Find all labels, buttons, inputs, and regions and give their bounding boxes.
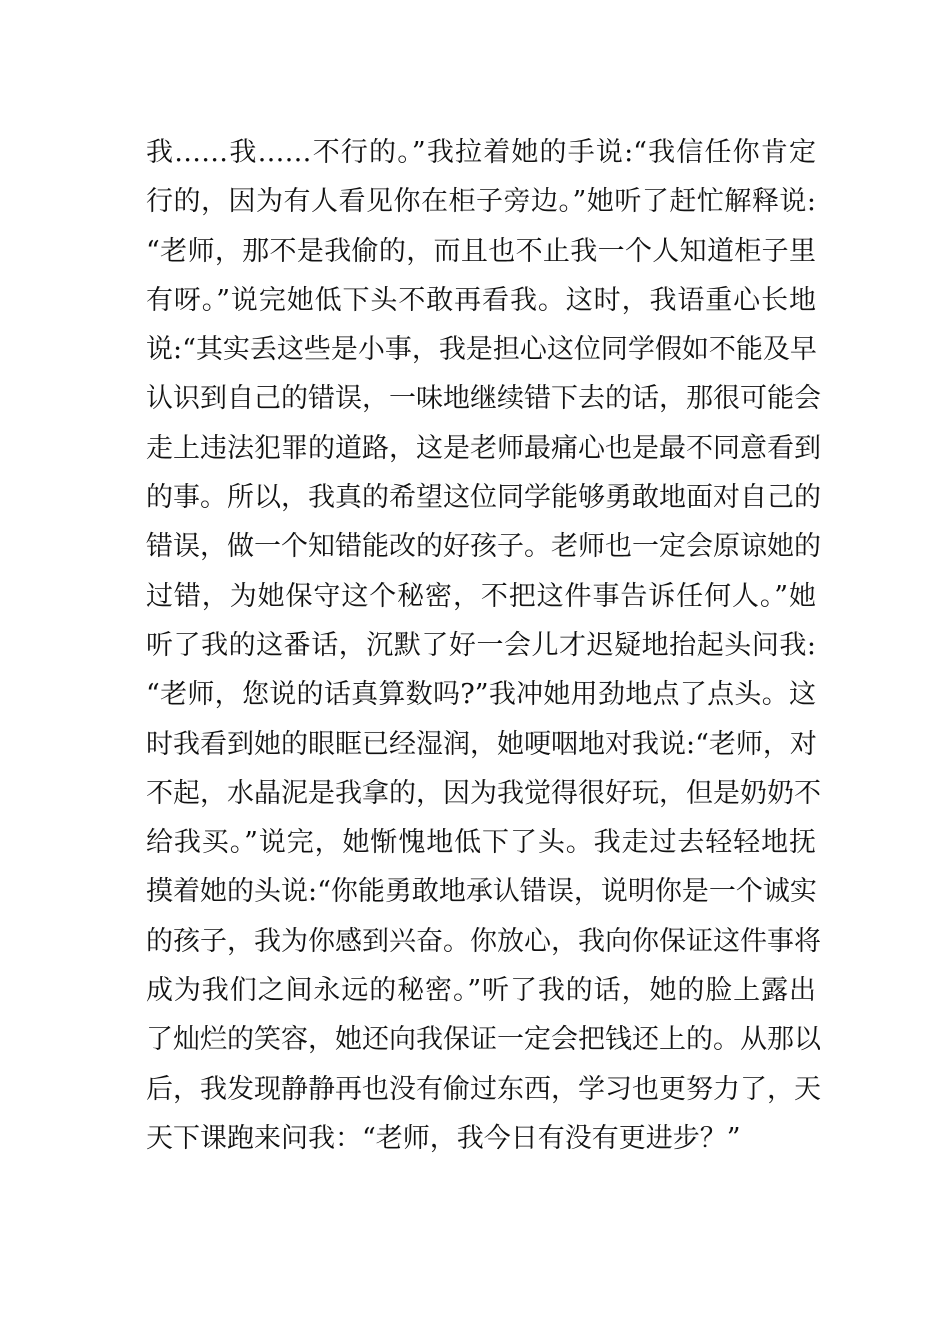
text-line: 成为我们之间永远的秘密。”听了我的话，她的脸上露出 (146, 975, 816, 1007)
text-line: 不起，水晶泥是我拿的，因为我觉得很好玩，但是奶奶不 (146, 777, 821, 809)
text-line: 认识到自己的错误，一味地继续错下去的话，那很可能会 (146, 383, 821, 415)
text-line: 了灿烂的笑容，她还向我保证一定会把钱还上的。从那以 (146, 1024, 821, 1056)
text-line: 时我看到她的眼眶已经湿润，她哽咽地对我说:“老师，对 (146, 728, 817, 760)
text-line: 错误，做一个知错能改的好孩子。老师也一定会原谅她的 (146, 531, 821, 563)
text-line: 行的，因为有人看见你在柜子旁边。”她听了赶忙解释说: (146, 186, 816, 218)
text-line: 的事。所以，我真的希望这位同学能够勇敢地面对自己的 (146, 482, 821, 514)
text-line: 天下课跑来问我：“老师，我今日有没有更进步？” (146, 1122, 741, 1154)
text-line: 说:“其实丢这些是小事，我是担心这位同学假如不能及早 (146, 334, 817, 366)
text-line: “老师，那不是我偷的，而且也不止我一个人知道柜子里 (146, 235, 816, 267)
text-line: 过错，为她保守这个秘密，不把这件事告诉任何人。”她 (146, 580, 816, 612)
text-line: 有呀。”说完她低下头不敢再看我。这时，我语重心长地 (146, 284, 816, 316)
text-line: “老师，您说的话真算数吗?”我冲她用劲地点了点头。这 (146, 679, 816, 711)
text-line: 的孩子，我为你感到兴奋。你放心，我向你保证这件事将 (146, 925, 821, 957)
text-line: 后，我发现静静再也没有偷过东西，学习也更努力了，天 (146, 1073, 821, 1105)
body-text (146, 128, 821, 1163)
text-line: 听了我的这番话，沉默了好一会儿才迟疑地抬起头问我: (146, 629, 816, 661)
text-line: 给我买。”说完，她惭愧地低下了头。我走过去轻轻地抚 (146, 827, 816, 859)
text-line: 摸着她的头说:“你能勇敢地承认错误，说明你是一个诚实 (146, 876, 817, 908)
text-line: 我……我……不行的。”我拉着她的手说:“我信任你肯定 (146, 137, 816, 168)
text-line: 走上违法犯罪的道路，这是老师最痛心也是最不同意看到 (146, 432, 821, 464)
